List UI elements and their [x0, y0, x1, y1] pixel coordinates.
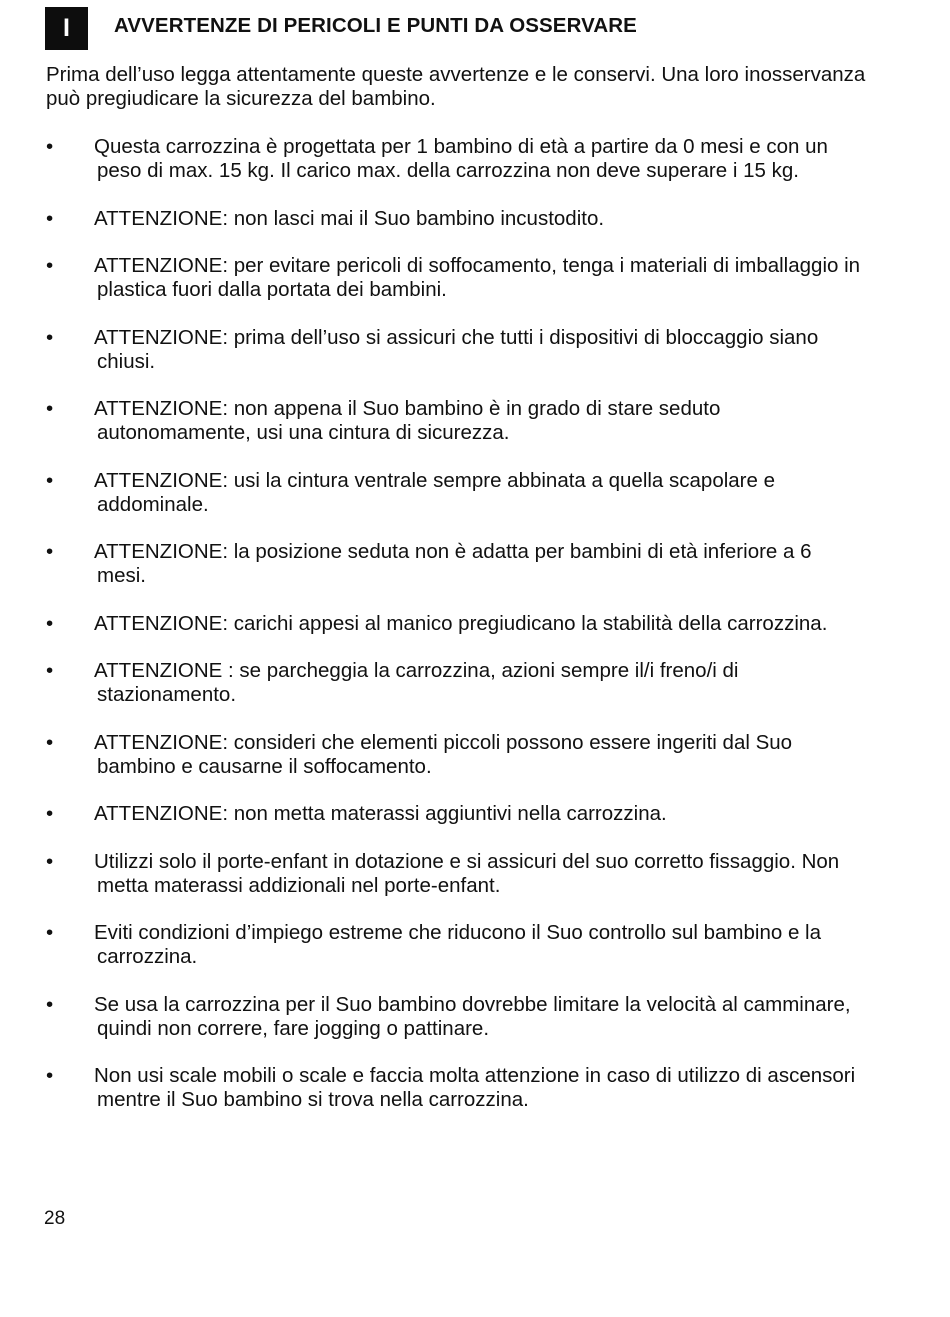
list-item	[46, 802, 866, 826]
bullet-icon: •	[46, 254, 54, 277]
bullet-icon: •	[46, 802, 54, 825]
list-item	[46, 207, 866, 231]
bullet-icon: •	[46, 992, 54, 1016]
list-item-text: ATTENZIONE : se parcheggia la carrozzina, azioni sempre il/i freno/i di stazionamento.	[94, 659, 739, 706]
list-item-text: ATTENZIONE: non metta materassi aggiuntivi nella carrozzina.	[94, 802, 667, 825]
list-item	[46, 921, 866, 969]
bullet-icon: •	[46, 1064, 54, 1087]
list-item	[46, 659, 866, 707]
bullet-icon: •	[46, 540, 54, 563]
list-item	[46, 540, 866, 588]
list-item-text: ATTENZIONE: usi la cintura ventrale sempre abbinata a quella scapolare e addominale.	[94, 468, 776, 516]
bullet-icon: •	[46, 849, 54, 873]
list-item	[46, 612, 866, 636]
list-item-text: ATTENZIONE: carichi appesi al manico pregiudicano la stabilità della carrozzina.	[94, 611, 828, 635]
list-item-text: Eviti condizioni d’impiego estreme che riducono il Suo controllo sul bambino e la carrozzina.	[94, 921, 821, 968]
list-item-text: Utilizzi solo il porte-enfant in dotazione e si assicuri del suo corretto fissaggio. Non metta materassi addizionali nel porte-enfant.	[94, 849, 840, 897]
warnings-list	[46, 135, 866, 1136]
list-item-text: Questa carrozzina è progettata per 1 bambino di età a partire da 0 mesi e con un peso di max. 15 kg. Il carico max. della carrozzina non deve superare i 15 kg.	[94, 135, 828, 182]
list-item	[46, 469, 866, 517]
list-item	[46, 397, 866, 445]
list-item	[46, 993, 866, 1041]
list-item-text: ATTENZIONE: non appena il Suo bambino è in grado di stare seduto autonomamente, usi una cintura di sicurezza.	[94, 397, 721, 444]
list-item	[46, 850, 866, 898]
list-item-text: Non usi scale mobili o scale e faccia molta attenzione in caso di utilizzo di ascensori mentre il Suo bambino si trova nella carrozzina.	[94, 1064, 856, 1111]
list-item	[46, 326, 866, 374]
list-item-text: ATTENZIONE: non lasci mai il Suo bambino incustodito.	[94, 206, 605, 230]
bullet-icon: •	[46, 325, 54, 349]
list-item	[46, 731, 866, 779]
bullet-icon: •	[46, 730, 54, 754]
list-item-text: ATTENZIONE: per evitare pericoli di soffocamento, tenga i materiali di imballaggio in plastica fuori dalla portata dei bambini.	[94, 254, 861, 301]
list-item-text: ATTENZIONE: consideri che elementi piccoli possono essere ingeriti dal Suo bambino e causarne il soffocamento.	[94, 730, 793, 778]
list-item-text: ATTENZIONE: la posizione seduta non è adatta per bambini di età inferiore a 6 mesi.	[94, 540, 812, 587]
list-item	[46, 254, 866, 302]
bullet-icon: •	[46, 206, 54, 230]
list-item	[46, 1064, 866, 1112]
page-number: 28	[44, 1208, 66, 1229]
bullet-icon: •	[46, 397, 54, 420]
bullet-icon: •	[46, 611, 54, 635]
bullet-icon: •	[46, 468, 54, 492]
bullet-icon: •	[46, 135, 54, 158]
bullet-icon: •	[46, 659, 54, 682]
list-item-text: ATTENZIONE: prima dell’uso si assicuri che tutti i dispositivi di bloccaggio siano chiusi.	[94, 325, 819, 373]
page-title: AVVERTENZE DI PERICOLI E PUNTI DA OSSERVARE	[114, 14, 637, 37]
list-item	[46, 135, 866, 183]
bullet-icon: •	[46, 921, 54, 944]
intro-paragraph: Prima dell’uso legga attentamente queste avvertenze e le conservi. Una loro inosservanza può pregiudicare la sicurezza del bambino.	[46, 63, 866, 110]
list-item-text: Se usa la carrozzina per il Suo bambino dovrebbe limitare la velocità al camminare, quindi non correre, fare jogging o pattinare.	[94, 992, 851, 1040]
language-badge: I	[45, 7, 88, 50]
